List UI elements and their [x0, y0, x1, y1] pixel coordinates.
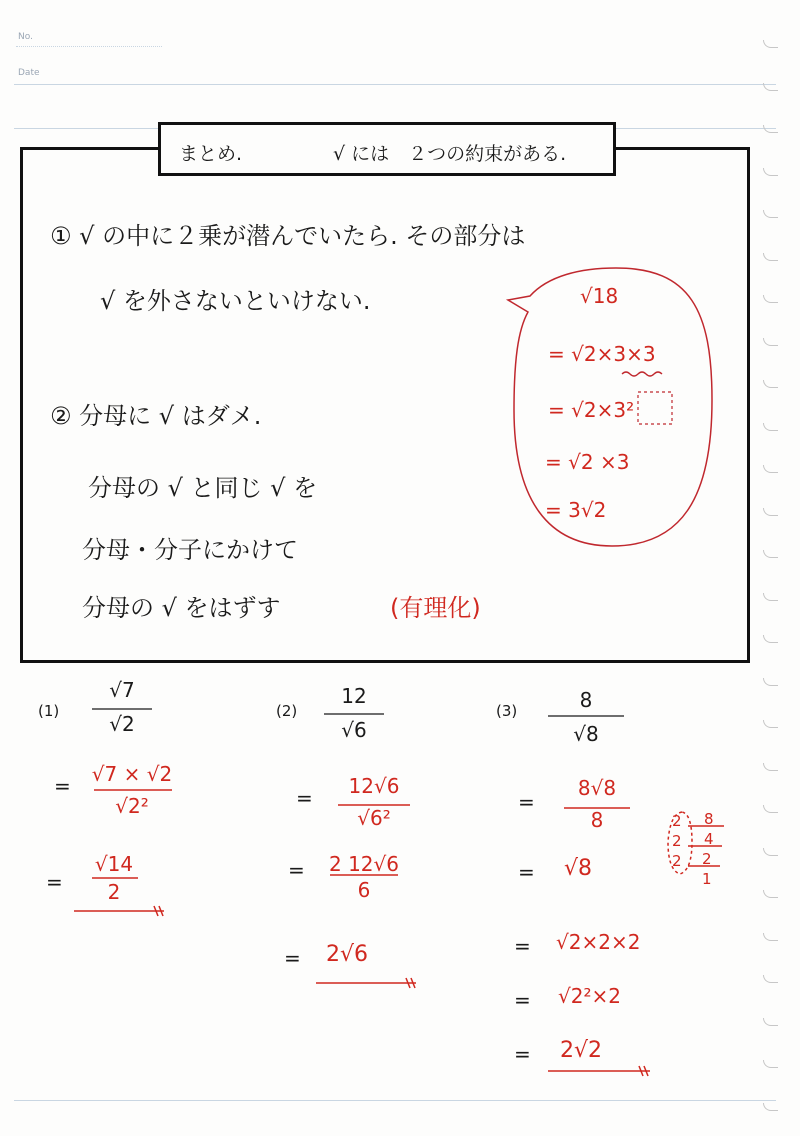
- p3-answer: 2√2: [560, 1038, 603, 1063]
- p3-s3: √2×2×2: [556, 930, 641, 954]
- p3-eq1: =: [518, 790, 535, 814]
- p3-den: √8: [573, 722, 599, 746]
- factor-value-3: 2: [702, 850, 712, 868]
- p2-eq2: =: [288, 858, 305, 882]
- factor-value-1: 8: [704, 810, 714, 828]
- rule1-line1: ① √ の中に２乗が潜んでいたら. その部分は: [50, 222, 526, 250]
- p3-eq5: =: [514, 1042, 531, 1066]
- p2-s1-num: 12√6: [348, 774, 400, 798]
- p3-s1-num: 8√8: [577, 776, 617, 800]
- bubble-line2: = √2×3×3: [548, 342, 656, 366]
- rule2-line4: 分母の √ をはずす: [82, 594, 281, 622]
- rule2-note: (有理化): [390, 594, 481, 622]
- p1-s1-num: √7 × √2: [91, 762, 173, 786]
- problem3-label: (3): [496, 702, 518, 720]
- p2-s2-num: 2 12√6: [329, 852, 399, 876]
- p3-s4: √2²×2: [558, 984, 621, 1008]
- summary-title-right: √ には ２つの約束がある.: [333, 143, 567, 165]
- factor-divisor-2: 2: [672, 832, 682, 850]
- bubble-line5: = 3√2: [545, 498, 607, 522]
- p2-num: 12: [341, 684, 367, 708]
- p2-answer: 2√6: [326, 942, 369, 967]
- factor-value-2: 4: [704, 830, 714, 848]
- p2-eq1: =: [296, 786, 313, 810]
- factor-value-4: 1: [702, 870, 712, 888]
- p3-eq4: =: [514, 988, 531, 1012]
- rule2-line3: 分母・分子にかけて: [82, 536, 298, 564]
- p1-den: √2: [109, 712, 135, 736]
- p3-eq3: =: [514, 934, 531, 958]
- rule2-line1: ② 分母に √ はダメ.: [50, 402, 262, 430]
- p1-s1-den: √2²: [115, 794, 149, 818]
- bubble-line4: = √2 ×3: [545, 450, 630, 474]
- p1-eq1: =: [54, 774, 71, 798]
- bubble-line1: √18: [580, 284, 619, 308]
- p2-den: √6: [341, 718, 367, 742]
- p1-eq2: =: [46, 870, 63, 894]
- p2-s2-den: 6: [357, 878, 371, 902]
- date-label: Date: [18, 68, 40, 78]
- p1-s2-den: 2: [107, 880, 121, 904]
- no-label: No.: [18, 32, 33, 42]
- p3-s2: √8: [564, 856, 593, 881]
- p3-eq2: =: [518, 860, 535, 884]
- factor-divisor-3: 2: [672, 852, 682, 870]
- rule1-line2: √ を外さないといけない.: [100, 287, 371, 315]
- bubble-line3: = √2×3²: [548, 398, 635, 422]
- p2-s1-den: √6²: [357, 806, 391, 830]
- factor-divisor-1: 2: [672, 812, 682, 830]
- p2-eq3: =: [284, 946, 301, 970]
- p1-num: √7: [109, 678, 135, 702]
- problem2-label: (2): [276, 702, 298, 720]
- p1-s2-num: √14: [94, 852, 134, 876]
- rule2-line2: 分母の √ と同じ √ を: [88, 474, 318, 502]
- p3-s1-den: 8: [590, 808, 604, 832]
- problem1-label: (1): [38, 702, 60, 720]
- p3-num: 8: [579, 688, 593, 712]
- summary-title-left: まとめ.: [179, 143, 243, 165]
